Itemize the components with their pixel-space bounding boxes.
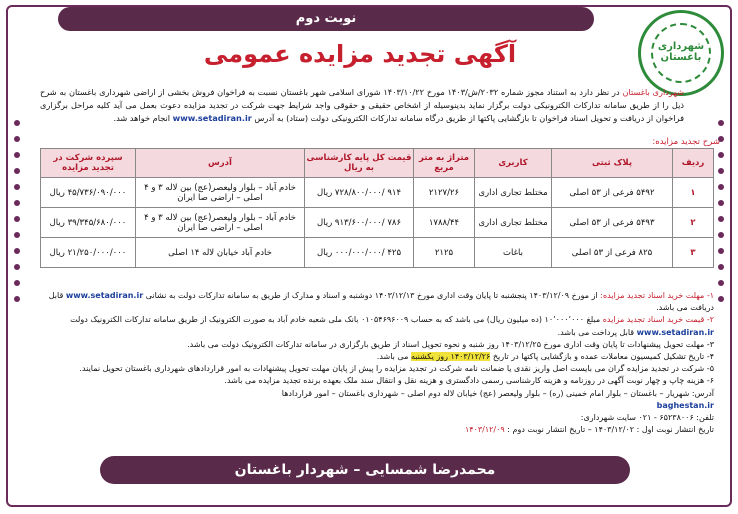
note-2-label: ۲- قیمت خرید اسناد تجدید مزایده bbox=[602, 315, 714, 325]
note-5: ۵- شرکت در تجدید مزایده گران می بایست اصل واریز نقدی یا ضمانت نامه شرکت در تجدید مزایده را پیش از پایان مهلت تحویل پیشنهادات به امور قراردادهای شهرداری باغستان تحویل نمایند. bbox=[79, 364, 714, 374]
dates-second: ۱۴۰۳/۱۲/۰۹ bbox=[464, 425, 505, 435]
note-1-end: قابل دریافت می باشد. bbox=[48, 291, 714, 313]
cell-metraj: ۲۱۲۵ bbox=[414, 238, 475, 268]
intro-site-link[interactable]: www.setadiran.ir bbox=[172, 113, 252, 123]
cell-price: ۴۲۵ /۰۰۰/۰۰۰/۰۰۰ ریال bbox=[305, 238, 414, 268]
cell-metraj: ۱۷۸۸/۴۴ bbox=[414, 208, 475, 238]
note-1-site-link[interactable]: www.setadiran.ir bbox=[65, 291, 144, 300]
col-address: آدرس bbox=[136, 149, 305, 178]
top-banner: نوبت دوم bbox=[58, 7, 594, 31]
note-6: ۶- هزینه چاپ و چهار نوبت آگهی در روزنامه و هزینه کارشناسی رسمی دادگستری و هزینه نقل و انتقال سند ملک بعهده برنده تجدید مزایده می باشد. bbox=[224, 376, 714, 386]
table-row bbox=[41, 208, 714, 238]
cell-deposit: ۳۹/۳۴۵/۶۸۰/۰۰۰ ریال bbox=[41, 208, 136, 238]
dates-line bbox=[40, 424, 714, 436]
note-2-end: قابل پرداخت می باشد. bbox=[557, 327, 637, 337]
right-ornament bbox=[716, 110, 726, 490]
phone-line: تلفن: ۶۵۲۳۸۰۰۶ - ۰۲۱ سایت شهرداری: bbox=[580, 413, 714, 423]
cell-address: خادم آباد خیابان لاله ۱۴ اصلی bbox=[136, 238, 305, 268]
note-4 bbox=[40, 351, 714, 363]
address-line: آدرس: شهریار – باغستان – بلوار امام خمینی (ره) – بلوار ولیعصر (عج) خیابان لاله دوم اصلی – شهرداری باغستان – امور قراردادها bbox=[281, 388, 714, 398]
col-plak: پلاک ثبتی bbox=[552, 149, 673, 178]
table-row bbox=[41, 178, 714, 208]
col-karbari: کاربری bbox=[475, 149, 552, 178]
seal-text: شهرداری باغستان bbox=[657, 41, 705, 63]
site-line bbox=[40, 400, 714, 412]
notes-section bbox=[40, 290, 714, 436]
intro-municipality: شهرداری باغستان bbox=[622, 87, 685, 97]
cell-deposit: ۲۱/۲۵۰/۰۰۰/۰۰۰ ریال bbox=[41, 238, 136, 268]
cell-karbari: مختلط تجاری اداری bbox=[475, 208, 552, 238]
cell-metraj: ۲۱۲۷/۲۶ bbox=[414, 178, 475, 208]
note-4-text: ۴- تاریخ تشکیل کمیسیون معاملات عمده و بازگشایی پاکتها در تاریخ bbox=[490, 352, 714, 362]
cell-plak: ۵۴۹۲ فرعی از ۵۳ اصلی bbox=[552, 178, 673, 208]
cell-address: خادم آباد – بلوار ولیعصر(عج) بین لاله ۳ و ۴ اصلی – اراضی صا ایران bbox=[136, 178, 305, 208]
page-title: آگهی تجدید مزایده عمومی bbox=[203, 40, 517, 68]
cell-price: ۹۱۴ /۷۲۸/۸۰۰/۰۰۰ ریال bbox=[305, 178, 414, 208]
cell-karbari: باغات bbox=[475, 238, 552, 268]
note-3: ۳- مهلت تحویل پیشنهادات تا پایان وقت اداری مورخ ۱۴۰۳/۱۲/۲۵ روز شنبه و نحوه تحویل اسناد از طریق بارگزاری در سامانه تدارکات الکترونیک دولت می باشد. bbox=[187, 339, 714, 349]
cell-price: ۷۸۶ /۹۱۳/۶۰۰/۰۰۰ ریال bbox=[305, 208, 414, 238]
col-deposit: سپرده شرکت در تجدید مزایده bbox=[41, 149, 136, 178]
intro-end: انجام خواهد شد. bbox=[113, 113, 173, 123]
cell-radif: ۲ bbox=[673, 208, 714, 238]
baghestan-site-link[interactable]: baghestan.ir bbox=[656, 400, 714, 410]
note-1-text: از مورخ ۱۴۰۳/۱۲/۰۹ پنجشنبه تا پایان وقت اداری مورخ ۱۴۰۳/۱۲/۱۳ دوشنبه و اسناد و مدارک از طریق به سامانه تدارکات دولت به نشانی bbox=[143, 291, 601, 300]
municipality-seal bbox=[638, 10, 724, 96]
col-price: قیمت کل پایه کارشناسی به ریال bbox=[305, 149, 414, 178]
intro-text: در نظر دارد به استناد مجوز شماره ۲۰۳۲/ش/۱۴۰۳ مورخ ۱۴۰۳/۱۰/۲۲ شورای اسلامی شهر باغستان نسبت به فراخوان فروش بخشی از اراضی شهرداری باغستان به شرح ذیل را از طریق سامانه تدارکات الکترونیکی دولت برگزار نماید بدینوسیله از اشخاص حقیقی و حقوقی واجد شرایط جهت شرکت در تجدید مزایده دعوت بعمل می آید کلیه مراحل برگزاری فراخوان از دریافت و تحویل اسناد فراخوان تا بازگشایی پاکتها از طریق درگاه سامانه تدارکات الکترونیکی دولت (ستاد) به آدرس bbox=[40, 87, 684, 123]
table-subheading: شرح تجدید مزایده: bbox=[652, 137, 720, 147]
col-radif: ردیف bbox=[673, 149, 714, 178]
cell-radif: ۳ bbox=[673, 238, 714, 268]
cell-plak: ۸۲۵ فرعی از ۵۳ اصلی bbox=[552, 238, 673, 268]
note-2-site-link[interactable]: www.setadiran.ir bbox=[636, 327, 714, 337]
cell-plak: ۵۴۹۳ فرعی از ۵۳ اصلی bbox=[552, 208, 673, 238]
cell-address: خادم آباد – بلوار ولیعصر(عج) بین لاله ۳ و ۴ اصلی – اراضی صا ایران bbox=[136, 208, 305, 238]
col-metraj: متراژ به متر مربع bbox=[414, 149, 475, 178]
auction-table bbox=[40, 148, 714, 268]
cell-deposit: ۴۵/۷۳۶/۰۹۰/۰۰۰ ریال bbox=[41, 178, 136, 208]
note-2-text: مبلغ ۱۰٬۰۰۰٬۰۰۰ (ده میلیون ریال) می باشد که به حساب ۰۱۰۵۴۶۹۶۰۰۹ بانک ملی شعبه خادم آباد به صورت الکترونیک از طریق سامانه تدارکات الکترونیک دولت bbox=[70, 315, 603, 325]
note-1 bbox=[40, 290, 714, 314]
note-4-end: می باشد. bbox=[376, 352, 411, 362]
cell-karbari: مختلط تجاری اداری bbox=[475, 178, 552, 208]
note-1-label: ۱- مهلت خرید اسناد تجدید مزایده: bbox=[600, 291, 714, 300]
left-ornament bbox=[12, 110, 22, 490]
note-2 bbox=[40, 314, 714, 338]
table-row bbox=[41, 238, 714, 268]
cell-radif: ۱ bbox=[673, 178, 714, 208]
table-header-row bbox=[41, 149, 714, 178]
note-4-highlight: ۱۴۰۳/۱۲/۲۶ روز یکشنبه bbox=[410, 352, 491, 362]
intro-paragraph bbox=[40, 86, 684, 125]
dates-text: تاریخ انتشار نوبت اول : ۱۴۰۳/۱۲/۰۲ – تاریخ انتشار نوبت دوم : bbox=[504, 425, 714, 435]
bottom-banner: محمدرضا شمسایی – شهردار باغستان bbox=[100, 456, 630, 484]
